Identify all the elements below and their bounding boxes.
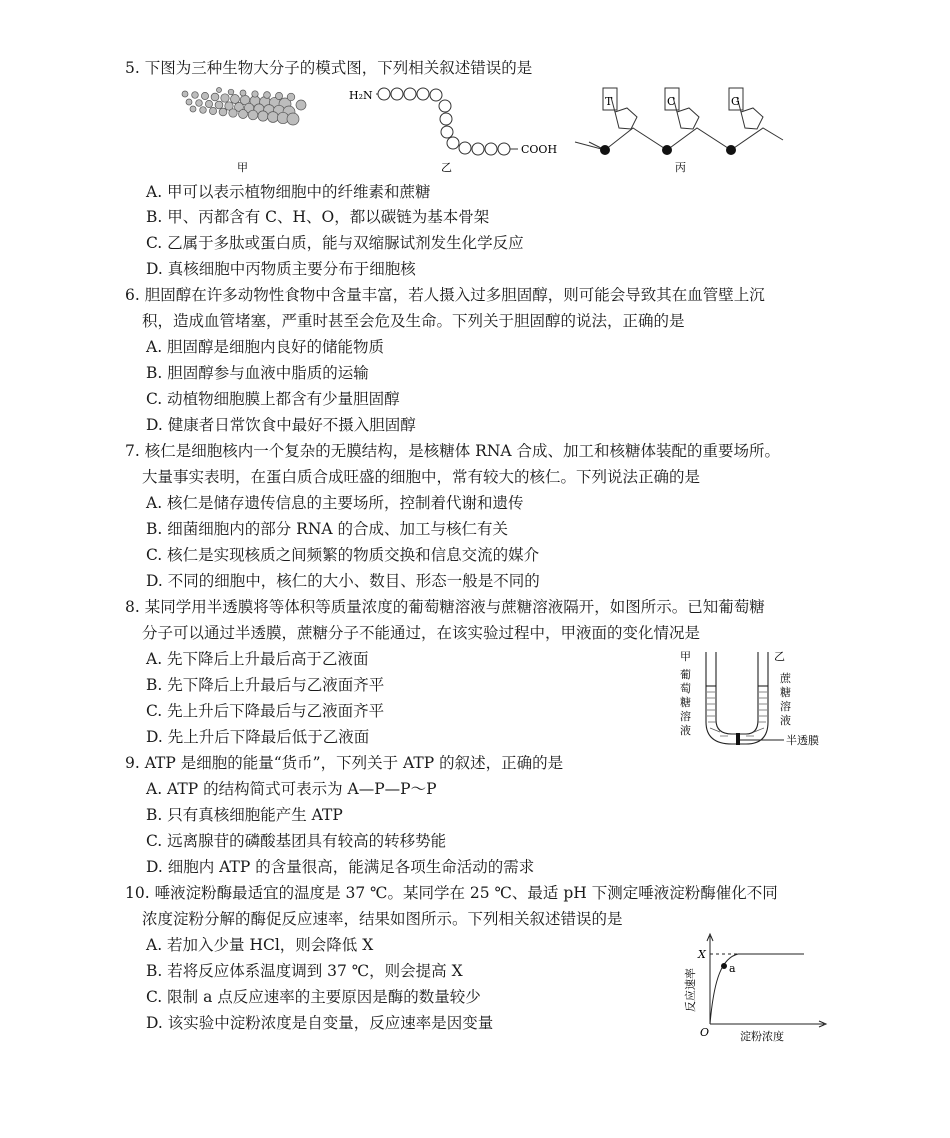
question-6-option-a: A. 胆固醇是细胞内良好的储能物质 — [146, 338, 385, 356]
semipermeable-membrane — [736, 733, 740, 745]
question-6-stem-line-2: 积，造成血管堵塞，严重时甚至会危及生命。下列关于胆固醇的说法，正确的是 — [142, 312, 685, 330]
question-10-stem-line-1: 10. 唾液淀粉酶最适宜的温度是 37 ℃。某同学在 25 ℃、最适 pH 下测定唾液淀粉酶催化不同 — [125, 884, 778, 902]
svg-text:溶: 溶 — [680, 710, 691, 723]
svg-text:糖: 糖 — [680, 696, 691, 709]
question-6-option-d: D. 健康者日常饮食中最好不摄入胆固醇 — [146, 416, 416, 434]
amino-end-label: H₂N — [349, 89, 373, 102]
question-7-option-d: D. 不同的细胞中，核仁的大小、数目、形态一般是不同的 — [146, 572, 540, 590]
question-9-option-a: A. ATP 的结构简式可表示为 A—P—P～P — [146, 780, 437, 798]
question-5-option-a: A. 甲可以表示植物细胞中的纤维素和蔗糖 — [146, 183, 431, 201]
question-6-option-c: C. 动植物细胞膜上都含有少量胆固醇 — [146, 390, 400, 408]
tube-label-yi: 乙 — [774, 650, 785, 663]
question-9-option-d: D. 细胞内 ATP 的含量很高，能满足各项生命活动的需求 — [146, 858, 535, 876]
phosphate-dots — [600, 145, 736, 155]
glucose-solution-label — [680, 667, 691, 737]
question-8-option-a: A. 先下降后上升最后高于乙液面 — [146, 650, 369, 668]
base-c-label: C — [667, 95, 676, 108]
question-8-stem-line-2: 分子可以通过半透膜，蔗糖分子不能通过，在该实验过程中，甲液面的变化情况是 — [142, 624, 701, 642]
question-9-stem: 9. ATP 是细胞的能量“货币”，下列关于 ATP 的叙述，正确的是 — [125, 754, 564, 772]
question-10-option-c: C. 限制 a 点反应速率的主要原因是酶的数量较少 — [146, 988, 481, 1006]
svg-text:葡: 葡 — [680, 668, 691, 681]
figure-label-jia: 甲 — [237, 161, 248, 174]
y-axis-label: 反应速率 — [684, 968, 697, 1012]
question-6-stem-line-1: 6. 胆固醇在许多动物性食物中含量丰富，若人摄入过多胆固醇，则可能会导致其在血管壁上沉 — [125, 286, 765, 304]
question-5-option-c: C. 乙属于多肽或蛋白质，能与双缩脲试剂发生化学反应 — [146, 234, 524, 252]
svg-text:液: 液 — [780, 714, 791, 727]
membrane-label: 半透膜 — [786, 734, 819, 747]
question-5-option-d: D. 真核细胞中丙物质主要分布于细胞核 — [146, 260, 416, 278]
svg-text:蔗: 蔗 — [780, 672, 791, 685]
carboxyl-end-label: COOH — [521, 143, 558, 156]
question-7-option-c: C. 核仁是实现核质之间频繁的物质交换和信息交流的媒介 — [146, 546, 540, 564]
question-10-option-b: B. 若将反应体系温度调到 37 ℃，则会提高 X — [146, 962, 463, 980]
sucrose-solution-label — [780, 671, 792, 727]
tube-label-jia: 甲 — [680, 650, 691, 663]
question-9-option-b: B. 只有真核细胞能产生 ATP — [146, 806, 343, 824]
question-8-option-d: D. 先上升后下降最后低于乙液面 — [146, 728, 370, 746]
svg-text:溶: 溶 — [780, 700, 791, 713]
svg-text:糖: 糖 — [780, 686, 791, 699]
question-6-option-b: B. 胆固醇参与血液中脂质的运输 — [146, 364, 369, 382]
base-t-label: T — [605, 95, 613, 108]
svg-text:液: 液 — [680, 724, 691, 737]
question-5-stem: 5. 下图为三种生物大分子的模式图，下列相关叙述错误的是 — [125, 59, 533, 77]
enzyme-rate-graph — [672, 928, 842, 1048]
question-10-option-d: D. 该实验中淀粉浓度是自变量，反应速率是因变量 — [146, 1014, 494, 1032]
question-5-option-b: B. 甲、丙都含有 C、H、O，都以碳链为基本骨架 — [146, 208, 490, 226]
point-a — [721, 963, 727, 969]
point-a-label: a — [729, 962, 736, 975]
x-axis-label: 淀粉浓度 — [740, 1030, 784, 1043]
question-8-stem-line-1: 8. 某同学用半透膜将等体积等质量浓度的葡萄糖溶液与蔗糖溶液隔开，如图所示。已知葡萄糖 — [125, 598, 765, 616]
figure-label-bing: 丙 — [675, 161, 686, 174]
figure-label-yi: 乙 — [441, 161, 452, 174]
svg-text:萄: 萄 — [680, 682, 691, 695]
base-g-label: G — [731, 95, 740, 108]
question-7-stem-line-1: 7. 核仁是细胞核内一个复杂的无膜结构，是核糖体 RNA 合成、加工和核糖体装配的重要场所。 — [125, 442, 780, 460]
peptide-chain-diagram — [378, 88, 510, 155]
question-9-option-c: C. 远离腺苷的磷酸基团具有较高的转移势能 — [146, 832, 447, 850]
question-10-stem-line-2: 浓度淀粉分解的酶促反应速率，结果如图所示。下列相关叙述错误的是 — [142, 910, 623, 928]
question-8-option-c: C. 先上升后下降最后与乙液面齐平 — [146, 702, 385, 720]
question-7-stem-line-2: 大量事实表明，在蛋白质合成旺盛的细胞中，常有较大的核仁。下列说法正确的是 — [142, 468, 701, 486]
polysaccharide-diagram — [182, 88, 306, 126]
plateau-label: X — [698, 948, 706, 961]
question-8-option-b: B. 先下降后上升最后与乙液面齐平 — [146, 676, 385, 694]
macromolecule-figure — [175, 82, 795, 177]
u-tube-figure — [670, 648, 850, 752]
question-7-option-b: B. 细菌细胞内的部分 RNA 的合成、加工与核仁有关 — [146, 520, 509, 538]
question-10-option-a: A. 若加入少量 HCl，则会降低 X — [146, 936, 374, 954]
question-7-option-a: A. 核仁是储存遗传信息的主要场所，控制着代谢和遗传 — [146, 494, 524, 512]
origin-label: O — [700, 1026, 710, 1039]
